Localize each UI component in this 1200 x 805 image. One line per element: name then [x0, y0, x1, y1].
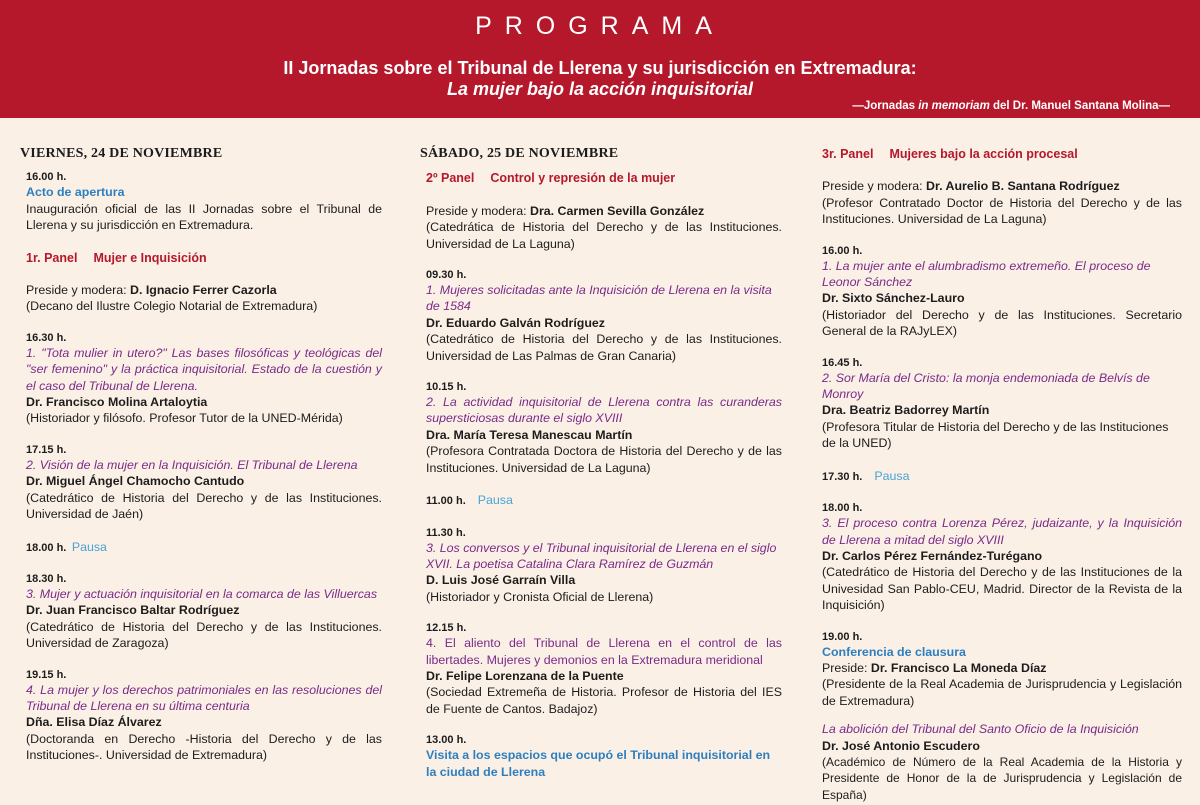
time: 09.30 h.	[426, 269, 467, 282]
speaker-name: Dr. Sixto Sánchez-Lauro	[822, 291, 965, 306]
moderator-label: Preside y modera:	[26, 283, 130, 298]
moderator-affiliation: (Decano del Ilustre Colegio Notarial de Extremadura)	[26, 299, 318, 314]
program-title: PROGRAMA	[475, 12, 725, 40]
time: 16.00 h.	[26, 171, 67, 184]
moderator-label: Preside y modera:	[426, 203, 530, 218]
time: 19.15 h.	[26, 668, 67, 681]
opening-act: Acto de apertura	[26, 185, 125, 200]
time: 18.00 h.	[26, 541, 67, 554]
panel-number: 1r. Panel	[26, 250, 78, 265]
time: 18.00 h.	[822, 502, 863, 515]
memoriam-line	[852, 100, 1170, 112]
time: 12.15 h.	[426, 622, 467, 635]
friday-column	[20, 146, 382, 764]
talk-title: 4. La mujer y los derechos patrimoniales en las resoluciones del Tribunal de Llerena en su última centuria	[26, 682, 382, 713]
talk-title: La abolición del Tribunal del Santo Oficio de la Inquisición	[822, 722, 1139, 737]
speaker-name: Dr. Juan Francisco Baltar Rodríguez	[26, 603, 240, 618]
event-title: II Jornadas sobre el Tribunal de Llerena y su jurisdicción en Extremadura:	[283, 58, 917, 78]
panel-heading	[426, 170, 782, 186]
panel-heading	[822, 146, 1182, 162]
panel-name: Mujeres bajo la acción procesal	[889, 147, 1078, 161]
panel-number: 2º Panel	[426, 171, 475, 186]
speaker-affiliation: (Profesora Contratada Doctora de Historia del Derecho y de las Instituciones. Universidad de La Laguna)	[426, 444, 782, 475]
break-row	[426, 492, 782, 509]
speaker-name: Dr. Miguel Ángel Chamocho Cantudo	[26, 474, 245, 489]
speaker-name: Dr. Francisco Molina Artaloytia	[26, 395, 208, 410]
speaker-affiliation: (Catedrático de Historia del Derecho y de las Instituciones de la Univesidad San Pablo-CEU, Madrid. Director de la Revista de la Inquisición)	[822, 565, 1182, 613]
speaker-affiliation: (Doctoranda en Derecho -Historia del Derecho y de las Instituciones-. Universidad de Extremadura)	[26, 731, 382, 763]
time: 10.15 h.	[426, 381, 467, 394]
speaker-name: Dra. Beatriz Badorrey Martín	[822, 403, 990, 418]
talk-title: 4. El aliento del Tribunal de Llerena en el control de las libertades. Mujeres y demonios en la Extremadura meridional	[426, 636, 782, 667]
time: 13.00 h.	[426, 734, 467, 747]
time: 19.00 h.	[822, 630, 863, 643]
moderator-label: Preside y modera:	[822, 179, 926, 194]
talk-title: 3. El proceso contra Lorenza Pérez, judaizante, y la Inquisición de Llerena a mitad del siglo XVIII	[822, 516, 1182, 547]
speaker-affiliation: (Catedrático de Historia del Derecho y de las Instituciones. Universidad de Jaén)	[26, 490, 382, 522]
speaker-name: Dr. José Antonio Escudero	[822, 738, 980, 753]
saturday-column	[420, 146, 782, 780]
break-row	[26, 539, 382, 556]
speaker-affiliation: (Historiador y Cronista Oficial de Llerena)	[426, 589, 654, 604]
time: 11.00 h.	[426, 495, 466, 508]
visit-activity: Visita a los espacios que ocupó el Tribunal inquisitorial en la ciudad de Llerena	[426, 748, 771, 779]
talk-title: 1. Mujeres solicitadas ante la Inquisición de Llerena en la visita de 1584	[426, 283, 772, 314]
moderator-name: D. Ignacio Ferrer Cazorla	[130, 283, 277, 298]
time: 17.30 h.	[822, 470, 863, 483]
moderator	[26, 282, 382, 298]
program-header	[0, 0, 1200, 118]
panel-name: Control y represión de la mujer	[490, 171, 676, 186]
time: 16.45 h.	[822, 356, 863, 369]
day-heading: SÁBADO, 25 DE NOVIEMBRE	[420, 146, 619, 161]
memoriam-pre: —Jornadas	[852, 100, 919, 112]
speaker-name: Dr. Felipe Lorenzana de la Puente	[426, 668, 624, 683]
speaker-affiliation: (Historiador y filósofo. Profesor Tutor de la UNED-Mérida)	[26, 411, 343, 426]
time: 16.30 h.	[26, 331, 67, 344]
talk-title: 2. Visión de la mujer en la Inquisición. El Tribunal de Llerena	[26, 457, 358, 472]
talk-title: 3. Los conversos y el Tribunal inquisitorial de Llerena en el siglo XVII. La poetisa Catalina Clara Ramírez de Guzmán	[426, 540, 777, 571]
time: 11.30 h.	[426, 526, 466, 539]
moderator-affiliation: (Catedrática de Historia del Derecho y de las Instituciones. Universidad de La Laguna)	[426, 220, 782, 251]
break-row	[822, 468, 1182, 485]
break-label: Pausa	[874, 468, 910, 483]
break-label: Pausa	[477, 493, 513, 508]
speaker-affiliation: (Historiador del Derecho y de las Instituciones. Secretario General de la RAJyLEX)	[822, 307, 1182, 339]
panel-name: Mujer e Inquisición	[93, 250, 207, 265]
closing-chair-affiliation: (Presidente de la Real Academia de Jurisprudencia y Legislación de Extremadura)	[822, 677, 1182, 708]
speaker-name: Dr. Eduardo Galván Rodríguez	[426, 315, 606, 330]
panel-heading	[26, 250, 382, 266]
talk-title: 2. La actividad inquisitorial de Llerena contra las curanderas supersticiosas durante el siglo XVIII	[426, 395, 782, 426]
speaker-affiliation: (Profesora Titular de Historia del Derecho y de las Instituciones de la UNED)	[822, 419, 1169, 451]
moderator-name: Dra. Carmen Sevilla González	[530, 203, 705, 218]
speaker-name: Dra. María Teresa Manescau Martín	[426, 427, 633, 442]
talk-title: 3. Mujer y actuación inquisitorial en la comarca de las Villuercas	[26, 586, 378, 601]
talk-title: 2. Sor María del Cristo: la monja endemoniada de Belvís de Monroy	[822, 370, 1150, 402]
opening-description: Inauguración oficial de las II Jornadas sobre el Tribunal de Llerena y su jurisdicción en Extremadura.	[26, 201, 382, 233]
closing-chair-label: Preside:	[822, 660, 871, 675]
speaker-name: D. Luis José Garraín Villa	[426, 573, 576, 588]
memoriam-em: in memoriam	[918, 100, 990, 112]
talk-title: 1. "Tota mulier in utero?" Las bases filosóficas y teológicas del "ser femenino" y la práctica inquisitorial. Estado de la cuestión y el caso del Tribunal de Llerena.	[26, 345, 382, 393]
speaker-affiliation: (Catedrático de Historia del Derecho y de las Instituciones. Universidad de Las Palmas de Gran Canaria)	[426, 332, 782, 363]
day-heading: VIERNES, 24 DE NOVIEMBRE	[20, 146, 223, 161]
moderator	[426, 203, 782, 219]
speaker-name: Dr. Carlos Pérez Fernández-Turégano	[822, 548, 1043, 563]
moderator-affiliation: (Profesor Contratado Doctor de Historia del Derecho y de las Instituciones. Universidad de La Laguna)	[822, 195, 1182, 227]
saturday-afternoon-column	[822, 146, 1182, 803]
speaker-name: Dña. Elisa Díaz Álvarez	[26, 715, 162, 730]
speaker-affiliation: (Catedrático de Historia del Derecho y de las Instituciones. Universidad de Zaragoza)	[26, 619, 382, 651]
event-subtitle: La mujer bajo la acción inquisitorial	[446, 79, 754, 99]
closing-chair-name: Dr. Francisco La Moneda Díaz	[870, 660, 1047, 675]
moderator-name: Dr. Aurelio B. Santana Rodríguez	[926, 179, 1120, 194]
speaker-affiliation: (Sociedad Extremeña de Historia. Profesor de Historia del IES de Fuente de Cantos. Badajoz)	[426, 685, 782, 716]
break-label: Pausa	[71, 539, 107, 554]
closing-conference: Conferencia de clausura	[822, 644, 966, 659]
talk-title: 1. La mujer ante el alumbradismo extremeño. El proceso de Leonor Sánchez	[822, 258, 1151, 290]
moderator	[822, 178, 1182, 194]
time: 16.00 h.	[822, 244, 863, 257]
speaker-affiliation: (Académico de Número de la Real Academia de la Historia y Presidente de Honor de la de Jurisprudencia y Legislación de España)	[822, 754, 1182, 802]
panel-number: 3r. Panel	[822, 147, 874, 161]
closing-chair	[822, 660, 1182, 676]
memoriam-post: del Dr. Manuel Santana Molina—	[989, 100, 1170, 112]
time: 18.30 h.	[26, 572, 67, 585]
time: 17.15 h.	[26, 443, 67, 456]
